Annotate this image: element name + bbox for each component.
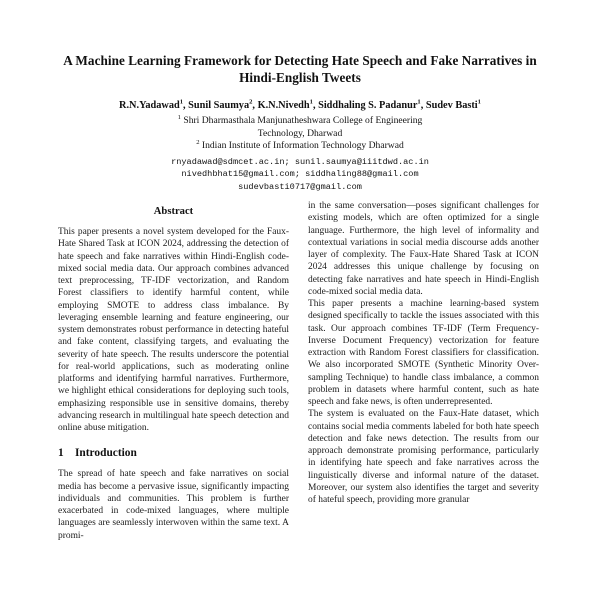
affiliation-marker: 2	[196, 139, 200, 146]
email-line[interactable]: rnyadawad@sdmcet.ac.in; sunil.saumya@iiitdwd.ac.in	[171, 156, 429, 167]
section-number: 1	[58, 447, 64, 460]
abstract-heading: Abstract	[153, 206, 194, 217]
author-affiliation-marker: 1	[417, 98, 421, 106]
email-line[interactable]: sudevbasti0717@gmail.com	[238, 181, 362, 192]
left-column	[58, 200, 289, 600]
affiliation-block	[58, 115, 542, 153]
author-affiliation-marker: 2	[249, 98, 253, 106]
affiliation-text: Indian Institute of Information Technology Dharwad	[201, 140, 404, 152]
author-list: R.N.Yadawad$^1$, Sunil Saumya$^2$, K.N.Nivedh$^1$, Siddhaling S. Padanur$^1$, Sudev Basti$^1$	[119, 98, 481, 111]
affiliation-text: Shri Dharmasthala Manjunatheshwara College of Engineering	[183, 115, 423, 126]
affiliation-2-line-1	[58, 140, 542, 153]
introduction-paragraph: The spread of hate speech and fake narratives on social media has become a pervasive issue, significantly impacting individuals and communities. This problem is further exacerbated in code-mixed languages, where multiple languages are seamlessly interwoven within the same text. A promi-	[58, 469, 289, 541]
author-name: Siddhaling S. Padanur	[318, 100, 418, 111]
email-block	[58, 156, 542, 193]
author-affiliation-marker: 1	[477, 98, 481, 106]
author-name: K.N.Nivedh	[257, 100, 310, 111]
right-paragraph-3: The system is evaluated on the Faux-Hate dataset, which contains social media comments labeled for both hate speech detection and fake news detection. The results from our approach demonstrate promising performance, particularly in identifying hate speech and fake narratives across the linguistically diverse and informal nature of the dataset. Moreover, our system also identifies the target and severity of hateful speech, providing more granular	[308, 409, 539, 505]
right-paragraph-1: in the same conversation—poses significant challenges for existing models, which are often optimized for a single language. Furthermore, the high level of informality and contextual variations in social media discourse adds another layer of complexity. The Faux-Hate Shared Task at ICON 2024 addresses this unique challenge by focusing on detecting fake narratives and hate speech in Hindi-English code-mixed social media data.	[308, 201, 539, 297]
page-title: A Machine Learning Framework for Detecting Hate Speech and Fake Narratives in Hindi-English Tweets	[63, 53, 537, 85]
right-paragraph-2: This paper presents a machine learning-based system designed specifically to tackle the issues associated with this task. Our approach combines TF-IDF (Term Frequency-Inverse Document Frequency) vectorization for feature extraction with Random Forest classifiers for classification. We also incorporated SMOTE (Synthetic Minority Over-sampling Technique) to handle class imbalance, a common problem in datasets where harmful content, such as hate speech and fake news, is often underrepresented.	[308, 299, 539, 407]
author-affiliation-marker: 1	[309, 98, 313, 106]
section-title: Introduction	[75, 447, 137, 460]
email-line[interactable]: nivedhbhat15@gmail.com; siddhaling88@gmail.com	[181, 169, 419, 180]
affiliation-text: Technology, Dharwad	[257, 127, 343, 139]
affiliation-1-line-2	[58, 128, 542, 141]
abstract-paragraph: This paper presents a novel system developed for the Faux-Hate Shared Task at ICON 2024, addressing the detection of hate speech and fake narratives within Hindi-English code-mixed social media data. Our approach combines advanced text preprocessing, TF-IDF vectorization, and Random Forest classifiers to identify harmful content, while employing SMOTE to address class imbalance. By leveraging ensemble learning and feature engineering, our system demonstrates robust performance in detecting hateful and fake content, classifying targets, and evaluating the severity of hate speech. The results underscore the potential for real-world applications, such as moderating online platforms and identifying harmful narratives. Furthermore, we highlight ethical considerations for deploying such tools, emphasizing responsible use in sensitive domains, thereby advancing research in multilingual hate speech detection and online abuse mitigation.	[58, 227, 289, 433]
right-column	[308, 200, 539, 600]
affiliation-marker: 1	[177, 113, 181, 121]
affiliation-1-line-1	[58, 115, 542, 128]
section-heading-introduction	[58, 447, 289, 459]
body-columns	[0, 200, 600, 600]
author-name: Sunil Saumya	[188, 100, 250, 111]
author-name: R.N.Yadawad	[119, 100, 180, 111]
title-block	[0, 0, 600, 193]
author-name: Sudev Basti	[425, 100, 478, 111]
author-affiliation-marker: 1	[179, 98, 183, 106]
